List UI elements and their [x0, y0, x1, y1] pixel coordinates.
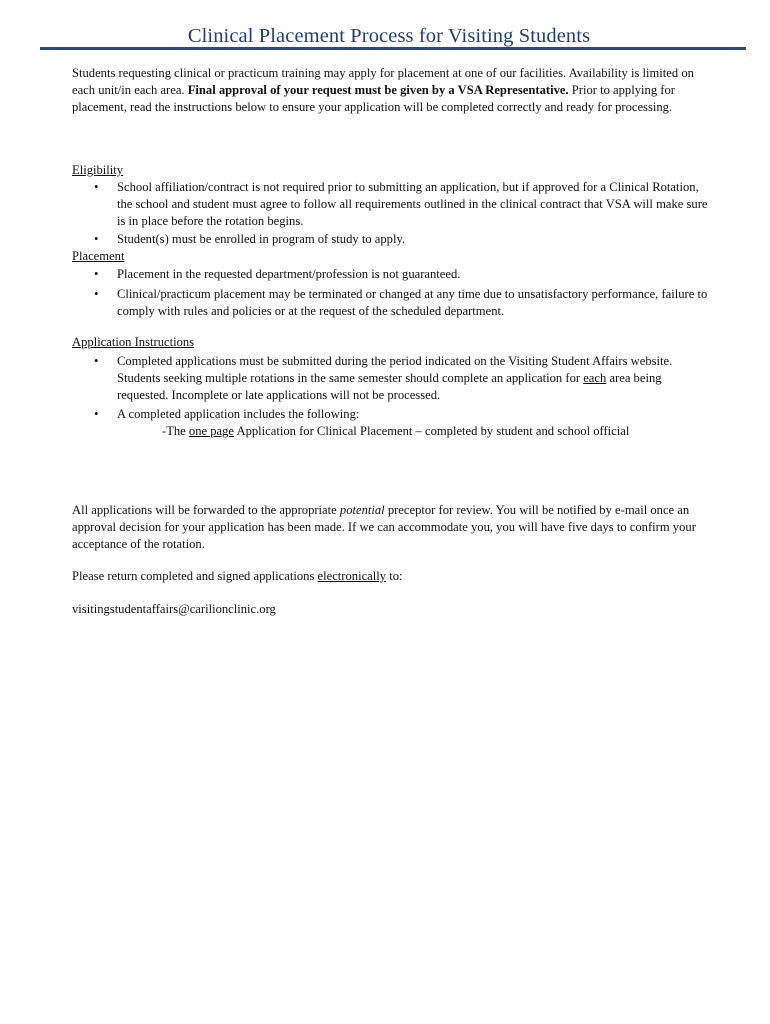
list-item-text: Clinical/practicum placement may be terminated or changed at any time due to unsatisfactory performance, failure to comply with rules and policies or at the request of the scheduled department. [117, 287, 708, 318]
email-block [72, 601, 712, 618]
bullet-icon: • [94, 180, 99, 194]
placement-section [72, 248, 712, 320]
placement-heading: Placement [72, 249, 125, 263]
title-divider [40, 47, 746, 50]
intro-paragraph [72, 65, 712, 116]
bullet-icon: • [94, 232, 99, 246]
emphasis-electronically: electronically [317, 569, 387, 583]
bullet-icon: • [94, 267, 99, 281]
list-item-text: Student(s) must be enrolled in program of study to apply. [117, 232, 406, 246]
list-item-text-cont: area being requested. Incomplete or late applications will not be processed. [117, 371, 662, 402]
application-heading: Application Instructions [72, 335, 195, 349]
list-item-text: A completed application includes the following: [117, 407, 360, 421]
intro-text-part-2: Prior to applying for placement, read the instructions below to ensure your application will be completed correctly and ready for processing. [72, 83, 675, 114]
return-text-part-2: to: [386, 569, 403, 583]
list-item [72, 179, 712, 230]
return-text-part-1: Please return completed and signed applications [72, 569, 318, 583]
application-subline [72, 423, 712, 440]
application-list [72, 353, 712, 423]
forwarding-text-part-1: All applications will be forwarded to the appropriate [72, 503, 340, 517]
bullet-icon: • [94, 407, 99, 421]
placement-list [72, 266, 712, 320]
eligibility-list [72, 179, 712, 248]
intro-bold-notice: Final approval of your request must be given by a VSA Representative. [187, 83, 569, 97]
bullet-icon: • [94, 354, 99, 368]
emphasis-each: each [583, 371, 607, 385]
application-section [72, 334, 712, 440]
intro-text [72, 65, 712, 116]
forwarding-text [72, 502, 712, 553]
eligibility-section [72, 162, 712, 248]
forwarding-paragraph [72, 502, 712, 553]
return-text [72, 568, 712, 585]
emphasis-potential: potential [339, 503, 385, 517]
eligibility-heading: Eligibility [72, 163, 124, 177]
list-item-text: Placement in the requested department/profession is not guaranteed. [117, 267, 461, 281]
bullet-icon: • [94, 287, 99, 301]
forwarding-text-part-2: preceptor for review. You will be notified by e-mail once an approval decision for your application has been made. If we can accommodate you, you will have five days to confirm your acceptance of the rotation. [72, 503, 696, 551]
emphasis-one-page: one page [188, 424, 235, 438]
subline-rest: Application for Clinical Placement – completed by student and school official [234, 424, 630, 438]
list-item [72, 353, 712, 404]
list-item [72, 406, 712, 423]
return-paragraph [72, 568, 712, 585]
contact-email[interactable]: visitingstudentaffairs@carilionclinic.org [72, 602, 276, 616]
list-item [72, 286, 712, 320]
page-title: Clinical Placement Process for Visiting Students [187, 25, 591, 47]
list-item-text: Completed applications must be submitted during the period indicated on the Visiting Student Affairs website. Students seeking multiple rotations in the same semester should complete an application for [117, 354, 673, 385]
intro-text-part-1: Students requesting clinical or practicum training may apply for placement at one of our facilities. Availability is limited on each unit/in each area. [72, 66, 694, 97]
list-item [72, 266, 712, 283]
list-item [72, 231, 712, 248]
subline-prefix: -The [162, 424, 189, 438]
list-item-text: School affiliation/contract is not required prior to submitting an application, but if approved for a Clinical Rotation, the school and student must agree to follow all requirements outlined in the clinical contract that VSA will make sure is in place before the rotation begins. [117, 180, 708, 228]
